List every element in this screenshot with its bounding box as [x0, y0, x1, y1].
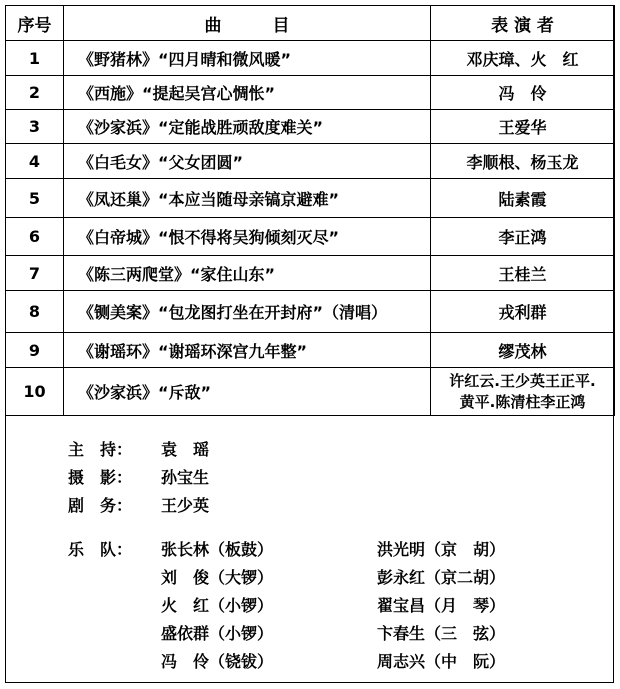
performer-line: 许红云.王少英王正平. [449, 371, 596, 390]
row-number: 8 [6, 291, 64, 333]
band-member: 卞春生（三 弦） [377, 624, 506, 643]
band-member: 周志兴（中 阮） [377, 652, 506, 671]
band-label: 乐 队： [68, 540, 133, 559]
row-piece: 《西施》“提起吴宫心惆怅” [64, 76, 431, 110]
row-number: 4 [6, 144, 64, 179]
credit-label: 主 持： [68, 440, 133, 459]
row-performer: 李正鸿 [431, 218, 615, 256]
header-performer: 表 演 者 [431, 6, 615, 41]
row-number: 5 [6, 179, 64, 218]
table-row [6, 41, 615, 76]
program-table [5, 5, 615, 416]
row-performer: 邓庆璋、火 红 [431, 41, 615, 76]
row-number: 3 [6, 110, 64, 144]
row-piece: 《野猪林》“四月晴和微风暖” [64, 41, 431, 76]
row-piece: 《凤还巢》“本应当随母亲镐京避难” [64, 179, 431, 218]
row-piece: 《白毛女》“父女团圆” [64, 144, 431, 179]
row-piece: 《白帝城》“恨不得将吴狗倾刻灭尽” [64, 218, 431, 256]
credit-label: 摄 影： [68, 468, 133, 487]
row-piece: 《铡美案》“包龙图打坐在开封府”（清唱） [64, 291, 431, 333]
row-performer: 李顺根、杨玉龙 [431, 144, 615, 179]
table-header-row [6, 6, 615, 41]
row-performer: 陆素霞 [431, 179, 615, 218]
band-member: 翟宝昌（月 琴） [377, 596, 506, 615]
credit-name: 袁 瑶 [161, 440, 210, 459]
band-member: 冯 伶（铙钹） [161, 652, 274, 671]
table-row [6, 333, 615, 368]
row-piece: 《沙家浜》“定能战胜顽敌度难关” [64, 110, 431, 144]
band-member: 刘 俊（大锣） [161, 568, 274, 587]
credit-name: 王少英 [161, 496, 210, 515]
band-member: 张长林（板鼓） [161, 540, 274, 559]
row-performer: 冯 伶 [431, 76, 615, 110]
table-row [6, 179, 615, 218]
band-member: 洪光明（京 胡） [377, 540, 506, 559]
table-row [6, 291, 615, 333]
row-performer: 王爱华 [431, 110, 615, 144]
row-performer: 缪茂林 [431, 333, 615, 368]
performer-line: 黄平.陈清柱李正鸿 [459, 392, 586, 411]
row-number: 6 [6, 218, 64, 256]
band-member: 火 红（小锣） [161, 596, 274, 615]
row-performer: 戎利群 [431, 291, 615, 333]
credit-label: 剧 务： [68, 496, 133, 515]
row-piece: 《沙家浜》“斥敌” [64, 368, 431, 416]
row-number: 9 [6, 333, 64, 368]
header-piece: 曲 目 [64, 6, 431, 41]
band-member: 盛依群（小锣） [161, 624, 274, 643]
credit-name: 孙宝生 [161, 468, 210, 487]
table-row [6, 110, 615, 144]
row-piece: 《谢瑶环》“谢瑶环深宫九年整” [64, 333, 431, 368]
table-row [6, 256, 615, 291]
band-member: 彭永红（京二胡） [377, 568, 506, 587]
header-number: 序号 [6, 6, 64, 41]
table-row [6, 218, 615, 256]
row-performer [431, 368, 615, 416]
table-row [6, 76, 615, 110]
table-row [6, 144, 615, 179]
row-number: 1 [6, 41, 64, 76]
row-number: 2 [6, 76, 64, 110]
row-performer: 王桂兰 [431, 256, 615, 291]
table-row [6, 368, 615, 416]
row-piece: 《陈三两爬堂》“家住山东” [64, 256, 431, 291]
row-number: 10 [6, 368, 64, 416]
row-number: 7 [6, 256, 64, 291]
